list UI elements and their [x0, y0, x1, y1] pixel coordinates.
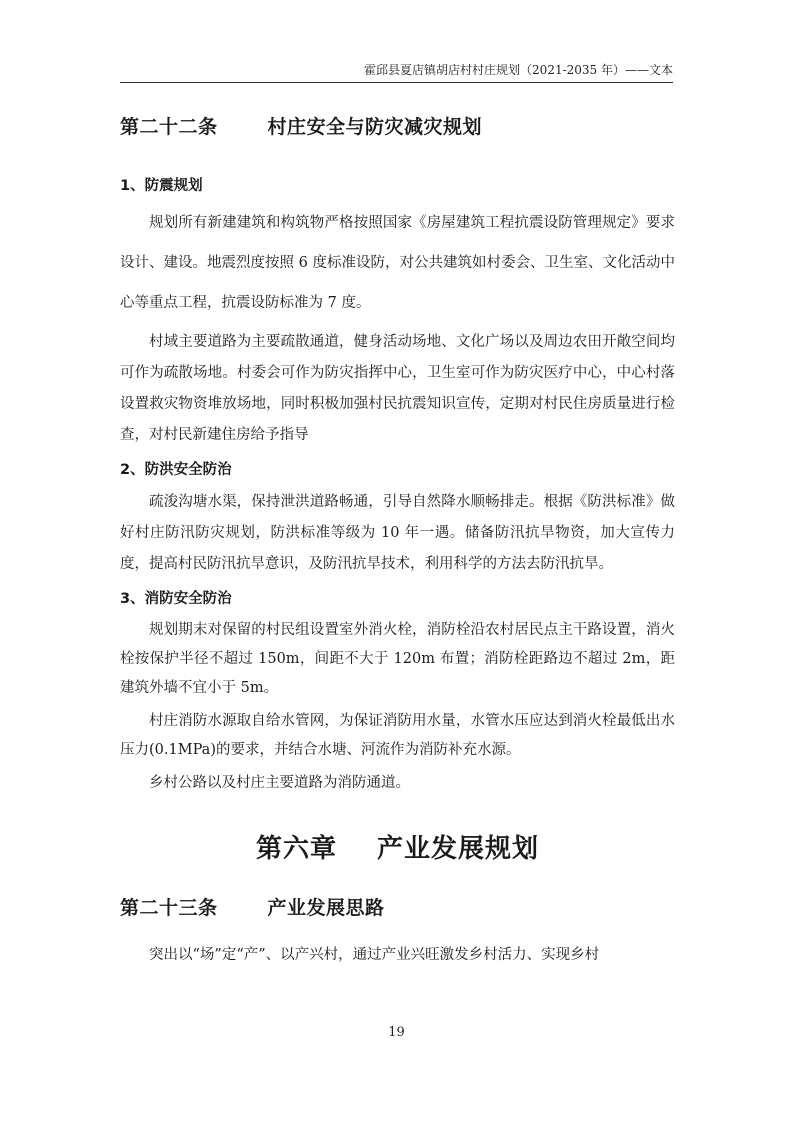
article-23-number: 第二十三条 [120, 897, 218, 919]
section-3-paragraph-3: 乡村公路以及村庄主要道路为消防通道。 [149, 775, 410, 791]
article-23-paragraph-1: 突出以“场”定“产”、以产兴村，通过产业兴旺激发乡村活力、实现乡村 [149, 947, 600, 963]
section-2-paragraph-1: 疏浚沟塘水渠，保持泄洪道路畅通，引导自然降水顺畅排走。根据《防洪标准》做好村庄防汛防灾规划，防洪标准等级为 10 年一遇。储备防汛抗旱物资，加大宣传力度，提高村民防汛抗旱意识，及防汛抗旱技术，利用科学的方法去防汛抗旱。 [120, 494, 675, 572]
section-1-paragraph-2: 村域主要道路为主要疏散通道，健身活动场地、文化广场以及周边农田开敞空间均可作为疏散场地。村委会可作为防灾指挥中心，卫生室可作为防灾医疗中心，中心村落设置救灾物资堆放场地，同时积极加强村民抗震知识宣传，定期对村民住房质量进行检查，对村民新建住房给予指导 [120, 334, 675, 443]
chapter-6-heading [120, 828, 675, 865]
page-number: 19 [388, 1025, 405, 1040]
page-header [120, 60, 673, 83]
section-2-heading: 2、防洪安全防治 [120, 462, 232, 478]
chapter-6-number: 第六章 [255, 834, 337, 864]
page-body [120, 112, 675, 971]
section-3-paragraph-1: 规划期末对保留的村民组设置室外消火栓，消防栓沿农村居民点主干路设置，消火栓按保护半径不超过 150m，间距不大于 120m 布置；消防栓距路边不超过 2m，距建筑外墙不宜小于 5m。 [120, 622, 675, 696]
section-3-paragraph-2: 村庄消防水源取自给水管网，为保证消防用水量，水管水压应达到消火栓最低出水压力(0.1MPa)的要求，并结合水塘、河流作为消防补充水源。 [120, 713, 675, 758]
article-22-title: 村庄安全与防灾减灾规划 [267, 116, 483, 138]
section-3-heading: 3、消防安全防治 [120, 591, 232, 607]
section-1-paragraph-1: 规划所有新建建筑和构筑物严格按照国家《房屋建筑工程抗震设防管理规定》要求设计、建设。地震烈度按照 6 度标准设防，对公共建筑如村委会、卫生室、文化活动中心等重点工程，抗震设防标准为 7 度。 [120, 215, 675, 311]
chapter-6-title: 产业发展规划 [377, 834, 540, 864]
article-23-heading [120, 893, 675, 920]
section-1-heading: 1、防震规划 [120, 178, 203, 194]
article-22-heading [120, 112, 675, 139]
page-footer [0, 1025, 793, 1040]
article-22-number: 第二十二条 [120, 116, 218, 138]
header-text: 霍邱县夏店镇胡店村村庄规划（2021-2035 年）——文本 [364, 63, 673, 77]
article-23-title: 产业发展思路 [267, 897, 385, 919]
